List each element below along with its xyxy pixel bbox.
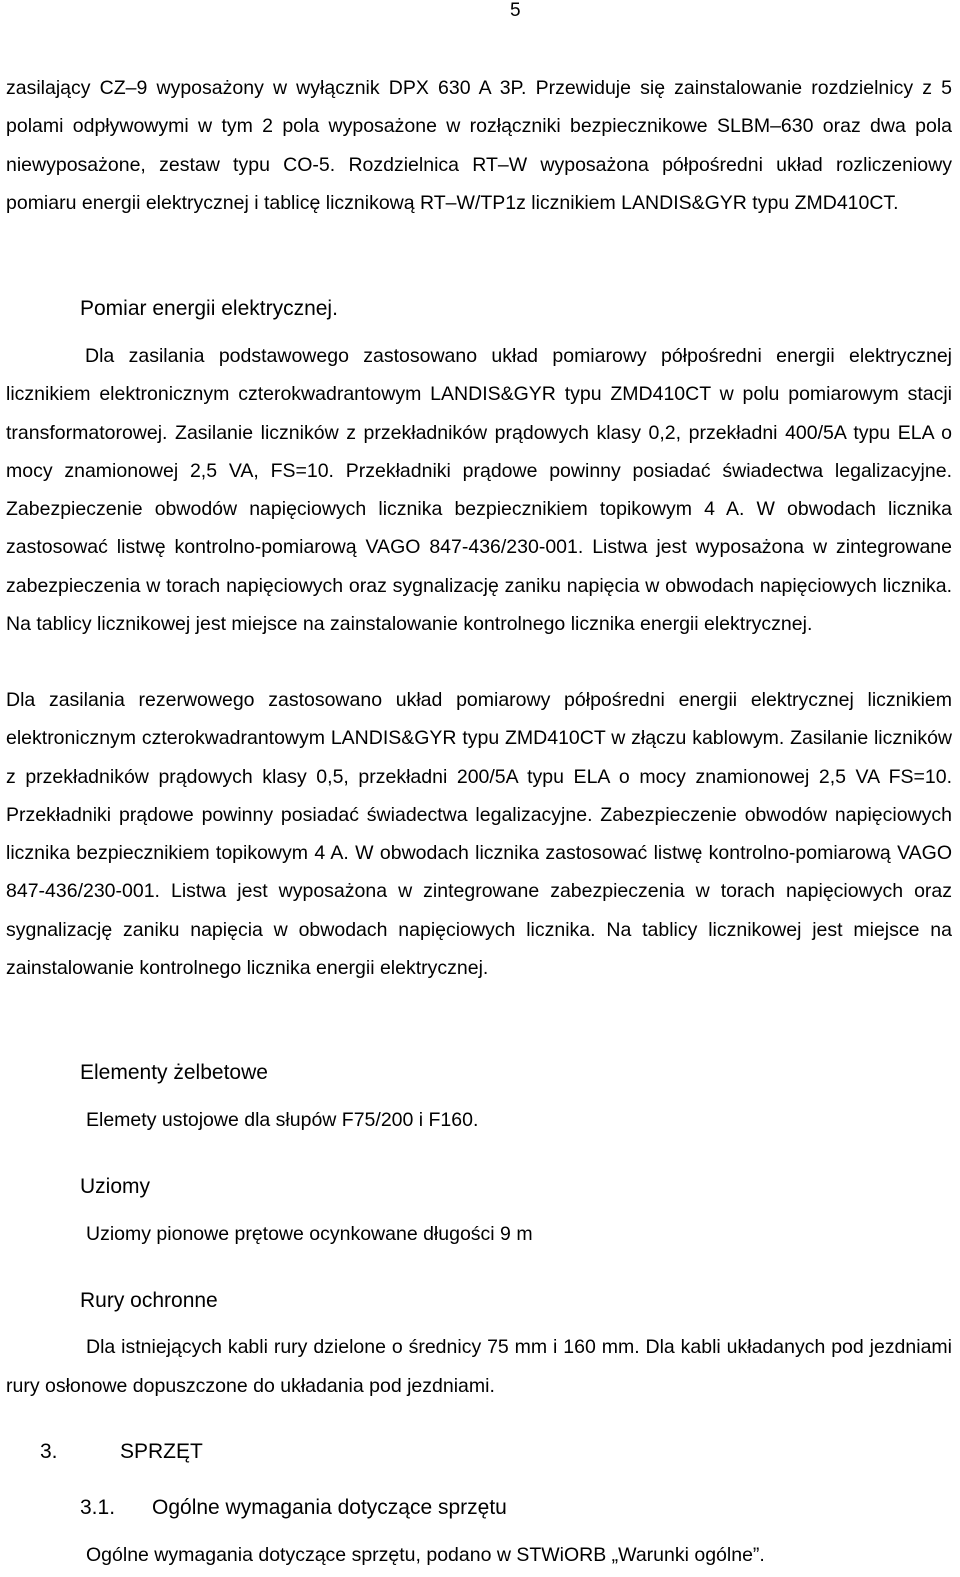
paragraph-pomiar-podstawowy: Dla zasilania podstawowego zastosowano układ pomiarowy półpośredni energii elektrycznej licznikiem elektronicznym czterokwadrantowym LANDIS&GYR typu ZMD410CT w polu pomiarowym stacji transformatorowej. Zasilanie liczników z przekładników prądowych klasy 0,2, przekładni 400/5A typu ELA o mocy znamionowej 2,5 VA, FS=10. Przekładniki prądowe powinny posiadać świadectwa legalizacyjne. Zabezpieczenie obwodów napięciowych licznika bezpiecznikiem topikowym 4 A. W obwodach licznika zastosować listwę kontrolno-pomiarową VAGO 847-436/230-001. Listwa jest wyposażona w zintegrowane zabezpieczenia w torach napięciowych oraz sygnalizację zaniku napięcia w obwodach napięciowych licznika. Na tablicy licznikowej jest miejsce na zainstalowanie kontrolnego licznika energii elektrycznej. — [6, 345, 952, 636]
text-uziomy: Uziomy pionowe prętowe ocynkowane długości 9 m — [86, 1223, 533, 1245]
page-number: 5 — [510, 0, 521, 21]
text-section-3-1: Ogólne wymagania dotyczące sprzętu, podano w STWiORB „Warunki ogólne”. — [86, 1544, 765, 1566]
section-3-number: 3. — [40, 1440, 58, 1463]
heading-rury-ochronne: Rury ochronne — [80, 1289, 218, 1312]
heading-elementy-zelbetowe: Elementy żelbetowe — [80, 1061, 268, 1084]
section-3-title: SPRZĘT — [120, 1440, 203, 1463]
heading-pomiar-energii: Pomiar energii elektrycznej. — [80, 297, 338, 320]
section-3-1-number: 3.1. — [80, 1496, 116, 1519]
text-elementy-zelbetowe: Elemety ustojowe dla słupów F75/200 i F160. — [86, 1109, 479, 1131]
paragraph-pomiar-rezerwowy: Dla zasilania rezerwowego zastosowano układ pomiarowy półpośredni energii elektrycznej licznikiem elektronicznym czterokwadrantowym LANDIS&GYR typu ZMD410CT w złączu kablowym. Zasilanie liczników z przekładników prądowych klasy 0,5, przekładni 200/5A typu ELA o mocy znamionowej 2,5 VA FS=10. Przekładniki prądowe powinny posiadać świadectwa legalizacyjne. Zabezpieczenie obwodów napięciowych licznika bezpiecznikiem topikowym 4 A. W obwodach licznika zastosować listwę kontrolno-pomiarową VAGO 847-436/230-001. Listwa jest wyposażona w zintegrowane zabezpieczenia w torach napięciowych oraz sygnalizację zaniku napięcia w obwodach napięciowych licznika. Na tablicy licznikowej jest miejsce na zainstalowanie kontrolnego licznika energii elektrycznej. — [6, 689, 952, 980]
paragraph-intro: zasilający CZ–9 wyposażony w wyłącznik DPX 630 A 3P. Przewiduje się zainstalowanie rozdzielnicy z 5 polami odpływowymi w tym 2 pola wyposażone w rozłączniki bezpiecznikowe SLBM–630 oraz dwa pola niewyposażone, zestaw typu CO-5. Rozdzielnica RT–W wyposażona półpośredni układ rozliczeniowy pomiaru energii elektrycznej i tablicę licznikową RT–W/TP1z licznikiem LANDIS&GYR typu ZMD410CT. — [6, 77, 952, 214]
heading-uziomy: Uziomy — [80, 1175, 151, 1198]
section-3-1-title: Ogólne wymagania dotyczące sprzętu — [152, 1496, 507, 1519]
text-rury-ochronne: Dla istniejących kabli rury dzielone o średnicy 75 mm i 160 mm. Dla kabli układanych pod jezdniami rury osłonowe dopuszczone do układania pod jezdniami. — [6, 1336, 952, 1397]
